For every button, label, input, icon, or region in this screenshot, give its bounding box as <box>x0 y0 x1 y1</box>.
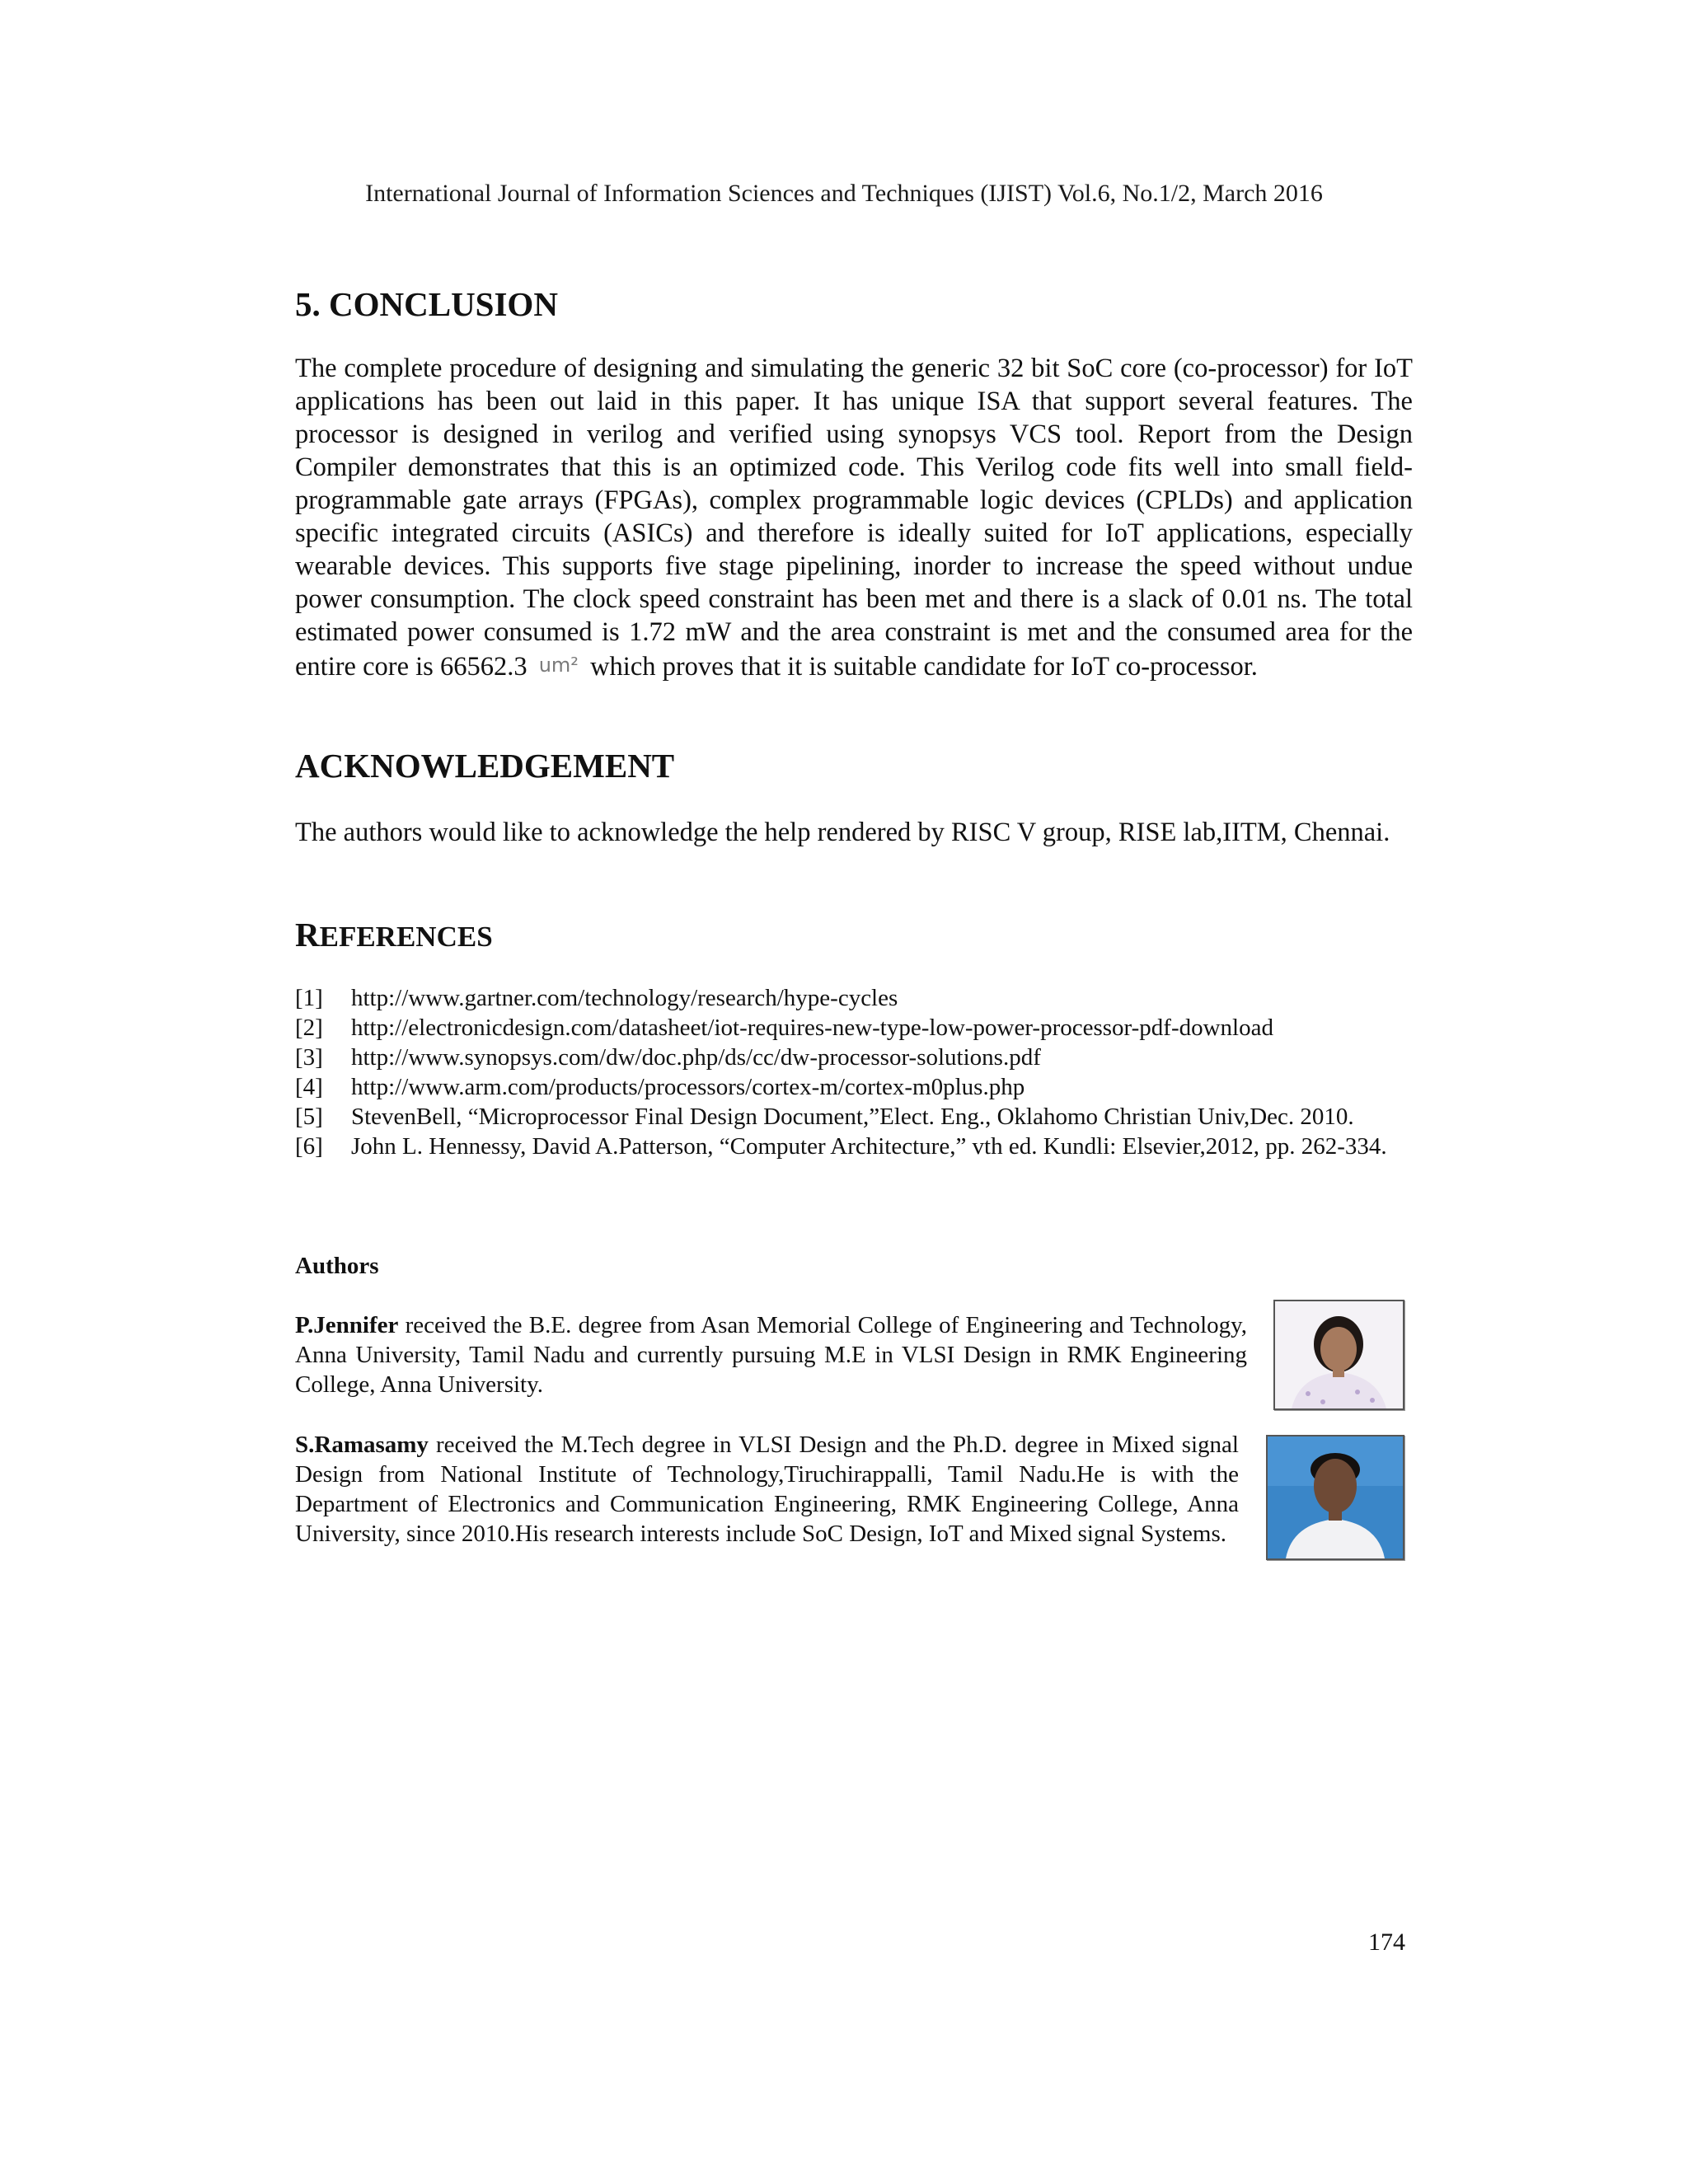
conclusion-text-before: The complete procedure of designing and simulating the generic 32 bit SoC core (co-processor) for IoT applications has been out laid in this paper. It has unique ISA that support several features. The processor is designed in verilog and verified using synopsys VCS tool. Report from the Design Compiler demonstrates that this is an optimized code. This Verilog code fits well into small field-programmable gate arrays (FPGAs), complex programmable logic devices (CPLDs) and application specific integrated circuits (ASICs) and therefore is ideally suited for IoT applications, especially wearable devices. This supports five stage pipelining, inorder to increase the speed without undue power consumption. The clock speed constraint has been met and there is a slack of 0.01 ns. The total estimated power consumed is 1.72 mW and the area constraint is met and the consumed area for the entire core is 66562.3 <box>295 354 1413 682</box>
references-section <box>295 915 1413 954</box>
reference-item <box>295 1132 1413 1161</box>
author-bio-body: received the B.E. degree from Asan Memorial College of Engineering and Technology, Anna University, Tamil Nadu and currently pursuing M.E in VLSI Design in RMK Engineering College, Anna University. <box>295 1312 1247 1398</box>
author-bio-body: received the M.Tech degree in VLSI Design and the Ph.D. degree in Mixed signal Design from National Institute of Technology,Tiruchirappalli, Tamil Nadu.He is with the Department of Electronics and Communication Engineering, RMK Engineering College, Anna University, since 2010.His research interests include SoC Design, IoT and Mixed signal Systems. <box>295 1432 1239 1547</box>
author-bio-1 <box>295 1310 1247 1399</box>
reference-item <box>295 983 1413 1013</box>
conclusion-heading: 5. CONCLUSION <box>295 285 558 323</box>
author-photo-1 <box>1273 1300 1404 1410</box>
author-name: P.Jennifer <box>295 1312 399 1338</box>
reference-number: [1] <box>295 985 323 1011</box>
area-unit: um² <box>538 654 579 677</box>
reference-number: [6] <box>295 1133 323 1160</box>
author-portrait-icon <box>1268 1436 1403 1558</box>
reference-item <box>295 1043 1413 1072</box>
author-bio-text <box>295 1310 1247 1399</box>
acknowledgement-heading: ACKNOWLEDGEMENT <box>295 747 675 785</box>
reference-number: [2] <box>295 1015 323 1041</box>
reference-number: [3] <box>295 1044 323 1071</box>
page-number: 174 <box>1368 1929 1405 1956</box>
conclusion-paragraph <box>295 352 1413 683</box>
reference-item <box>295 1013 1413 1043</box>
author-bio-text <box>295 1430 1239 1549</box>
reference-link[interactable]: http://www.gartner.com/technology/research/hype-cycles <box>351 985 898 1011</box>
reference-link[interactable]: http://electronicdesign.com/datasheet/iot-requires-new-type-low-power-processor-pdf-download <box>351 1015 1273 1041</box>
author-bio-2 <box>295 1430 1239 1549</box>
reference-item <box>295 1072 1413 1102</box>
authors-label: Authors <box>295 1253 379 1279</box>
reference-item <box>295 1102 1413 1132</box>
references-heading-initial: R <box>295 916 320 954</box>
author-photo-2 <box>1266 1435 1404 1560</box>
acknowledgement-paragraph: The authors would like to acknowledge the help rendered by RISC V group, RISE lab,IITM, Chennai. <box>295 818 1390 847</box>
conclusion-section <box>295 284 1413 324</box>
reference-number: [5] <box>295 1104 323 1130</box>
acknowledgement-body <box>295 816 1413 849</box>
references-heading <box>295 915 1413 954</box>
references-heading-rest: EFERENCES <box>319 921 493 953</box>
reference-link[interactable]: http://www.arm.com/products/processors/cortex-m/cortex-m0plus.php <box>351 1074 1025 1100</box>
acknowledgement-section <box>295 746 1413 785</box>
running-header: International Journal of Information Sciences and Techniques (IJIST) Vol.6, No.1/2, March 2016 <box>365 180 1323 207</box>
reference-number: [4] <box>295 1074 323 1100</box>
reference-link[interactable]: http://www.synopsys.com/dw/doc.php/ds/cc/dw-processor-solutions.pdf <box>351 1044 1041 1071</box>
reference-text: StevenBell, “Microprocessor Final Design Document,”Elect. Eng., Oklahomo Christian Univ,Dec. 2010. <box>351 1104 1354 1130</box>
references-list-wrap <box>295 983 1413 1161</box>
author-name: S.Ramasamy <box>295 1432 429 1458</box>
author-portrait-icon <box>1275 1301 1403 1408</box>
reference-text: John L. Hennessy, David A.Patterson, “Computer Architecture,” vth ed. Kundli: Elsevier,2012, pp. 262-334. <box>351 1133 1387 1160</box>
references-list <box>295 983 1413 1161</box>
authors-section <box>295 1253 1413 1280</box>
conclusion-body <box>295 352 1413 683</box>
conclusion-text-after: which proves that it is suitable candidate for IoT co-processor. <box>590 652 1258 682</box>
